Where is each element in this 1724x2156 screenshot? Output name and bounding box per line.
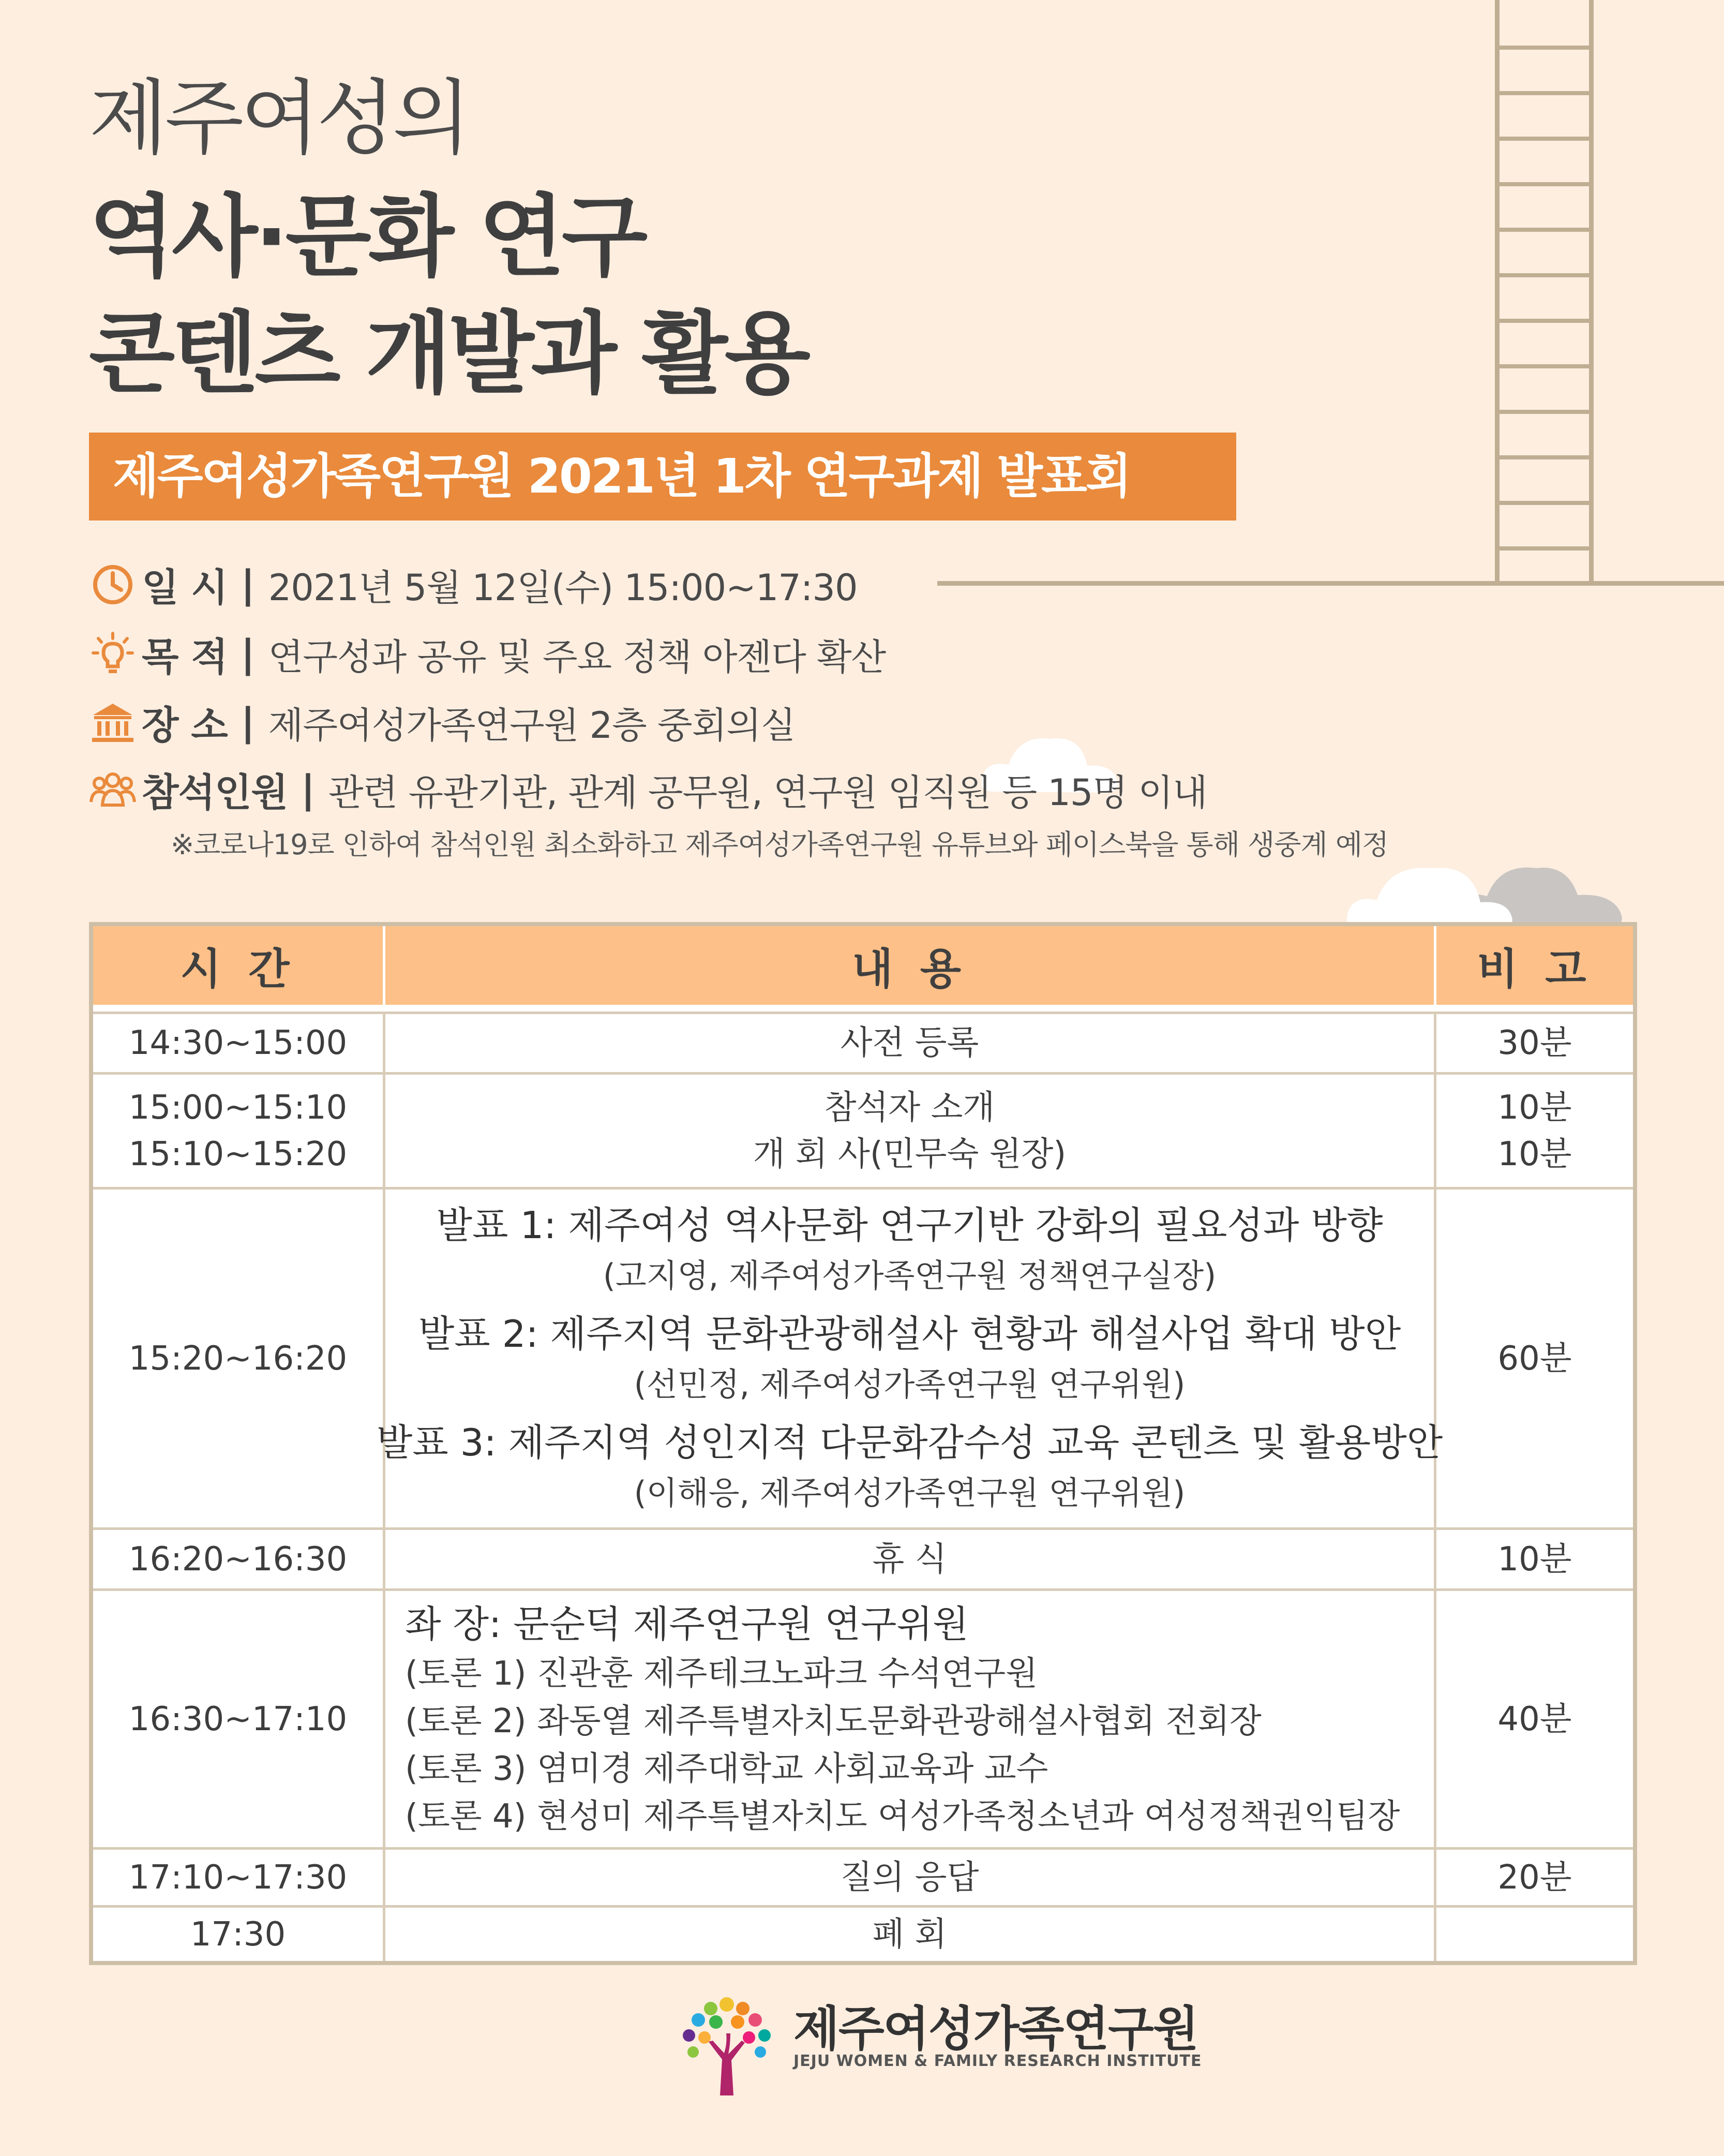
title-line-1: 제주여성의 (89, 71, 469, 166)
table-row (93, 1905, 1633, 1961)
row-time (93, 1591, 385, 1847)
note-text: 30분 (1497, 1024, 1572, 1062)
event-banner: 제주여성가족연구원 2021년 1차 연구과제 발표회 (89, 433, 1236, 521)
row-content (385, 1908, 1436, 1961)
header-content: 내 용 (385, 926, 1434, 1005)
info-attendees-value: 관련 유관기관, 관계 공무원, 연구원 임직원 등 15명 이내 (328, 771, 1207, 814)
time-text: 14:30~15:00 (128, 1024, 348, 1062)
ladder-decoration (1495, 0, 1598, 585)
panel-chair: 좌 장: 문순덕 제주연구원 연구위원 (405, 1602, 969, 1646)
content-text: 참석자 소개 (824, 1088, 995, 1127)
row-note (1436, 1189, 1633, 1527)
building-icon (89, 698, 137, 746)
broadcast-note: ※코로나19로 인하여 참석인원 최소화하고 제주여성가족연구원 유튜브와 페이스북을 통해 생중계 예정 (171, 828, 1389, 861)
table-row (93, 1588, 1633, 1847)
content-text: 질의 응답 (840, 1858, 979, 1897)
row-content (385, 1075, 1436, 1187)
info-place-value: 제주여성가족연구원 2층 중회의실 (268, 704, 796, 747)
row-content (385, 1591, 1436, 1847)
table-row (93, 1187, 1633, 1527)
info-place-label: 장 소 (142, 703, 228, 748)
info-attendees (89, 764, 1207, 815)
lightbulb-icon (89, 630, 137, 678)
info-purpose-value: 연구성과 공유 및 주요 정책 아젠다 확산 (268, 635, 886, 678)
info-place-sep: | (241, 700, 255, 745)
note-text: 60분 (1497, 1339, 1572, 1378)
row-time (93, 1530, 385, 1588)
panel-discussant-2: (토론 2) 좌동열 제주특별자치도문화관광해설사협회 전회장 (405, 1702, 1262, 1741)
table-row (93, 1527, 1633, 1588)
note-text: 20분 (1497, 1858, 1572, 1897)
panel-discussant-4: (토론 4) 현성미 제주특별자치도 여성가족청소년과 여성정책권익팀장 (405, 1797, 1400, 1836)
presentation-1-presenter: (고지영, 제주여성가족연구원 정책연구실장) (603, 1256, 1217, 1295)
time-text: 17:10~17:30 (128, 1858, 348, 1897)
row-time (93, 1014, 385, 1072)
info-purpose-sep: | (241, 632, 255, 676)
time-text: 15:20~16:20 (128, 1339, 348, 1378)
row-note (1436, 1591, 1633, 1847)
content-text: 휴 식 (872, 1540, 947, 1579)
row-note (1436, 1014, 1633, 1072)
note-text: 10분 (1497, 1135, 1572, 1173)
clock-icon (89, 561, 137, 608)
row-content (385, 1850, 1436, 1905)
logo-subtitle: JEJU WOMEN & FAMILY RESEARCH INSTITUTE (793, 2052, 1202, 2070)
row-content (376, 1189, 1443, 1527)
info-attendees-sep: | (301, 767, 315, 812)
time-text: 16:20~16:30 (128, 1540, 348, 1579)
info-place (89, 696, 795, 748)
title-line-2: 역사·문화 연구 (89, 185, 645, 289)
time-text: 16:30~17:10 (128, 1700, 348, 1738)
divider-line (937, 581, 1724, 586)
row-note (1436, 1908, 1633, 1961)
row-content (385, 1530, 1436, 1588)
row-content (385, 1014, 1436, 1072)
row-note (1436, 1075, 1633, 1187)
note-text: 10분 (1497, 1088, 1572, 1127)
time-text: 15:00~15:10 (128, 1088, 348, 1127)
info-attendees-label: 참석인원 (142, 770, 288, 815)
table-row (93, 1072, 1633, 1187)
note-text: 10분 (1497, 1540, 1572, 1579)
row-note (1436, 1530, 1633, 1588)
schedule-table (89, 922, 1637, 1965)
time-text: 17:30 (190, 1915, 286, 1954)
panel-discussant-1: (토론 1) 진관훈 제주테크노파크 수석연구원 (405, 1654, 1038, 1693)
row-time (93, 1850, 385, 1905)
time-text: 15:10~15:20 (128, 1135, 348, 1173)
table-row (93, 1012, 1633, 1072)
header-note: 비 고 (1436, 926, 1633, 1005)
panel-discussant-3: (토론 3) 염미경 제주대학교 사회교육과 교수 (405, 1749, 1048, 1788)
header-time: 시 간 (93, 926, 383, 1005)
content-text: 폐 회 (872, 1915, 947, 1954)
info-datetime (89, 559, 857, 611)
row-time (93, 1189, 385, 1527)
row-time (93, 1908, 385, 1961)
title-line-3: 콘텐츠 개발과 활용 (89, 302, 807, 406)
cloud-large (1345, 849, 1645, 931)
logo-name: 제주여성가족연구원 (793, 2001, 1198, 2057)
table-header (93, 926, 1633, 1005)
table-row (93, 1847, 1633, 1905)
presentation-2-title: 발표 2: 제주지역 문화관광해설사 현황과 해설사업 확대 방안 (418, 1312, 1401, 1356)
logo-tree-icon (672, 1992, 781, 2095)
content-text: 개 회 사(민무숙 원장) (753, 1135, 1067, 1173)
presentation-3-title: 발표 3: 제주지역 성인지적 다문화감수성 교육 콘텐츠 및 활용방안 (376, 1420, 1443, 1464)
info-datetime-sep: | (241, 562, 255, 607)
presentation-2-presenter: (선민정, 제주여성가족연구원 연구위원) (634, 1365, 1186, 1403)
row-note (1436, 1850, 1633, 1905)
info-datetime-label: 일 시 (142, 566, 228, 610)
presentation-3-presenter: (이해응, 제주여성가족연구원 연구위원) (634, 1474, 1186, 1512)
info-purpose (89, 628, 886, 680)
info-purpose-label: 목 적 (142, 635, 228, 679)
row-time (93, 1075, 385, 1187)
info-datetime-value: 2021년 5월 12일(수) 15:00~17:30 (268, 566, 858, 609)
note-text: 40분 (1497, 1700, 1572, 1738)
presentation-1-title: 발표 1: 제주여성 역사문화 연구기반 강화의 필요성과 방향 (436, 1203, 1383, 1247)
people-icon (89, 766, 137, 813)
content-text: 사전 등록 (840, 1024, 979, 1062)
